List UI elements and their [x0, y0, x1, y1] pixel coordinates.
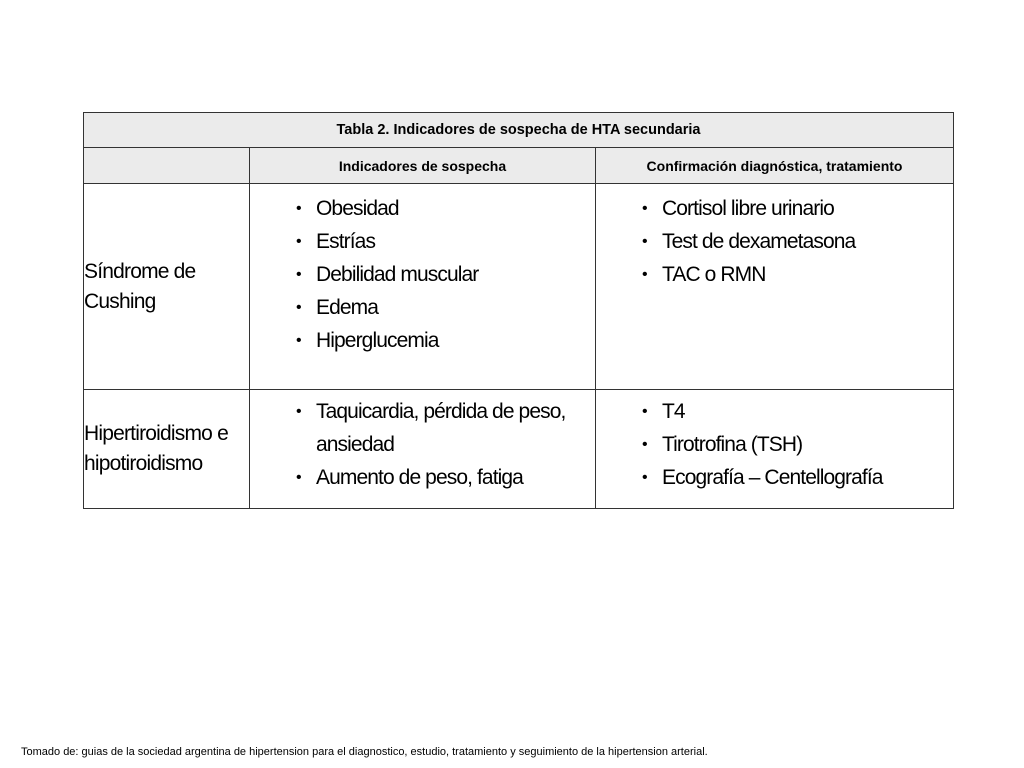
table-header-row	[84, 148, 954, 184]
row-label-tiroides	[84, 390, 250, 509]
list-item: • T4	[596, 395, 953, 428]
list-item: • Debilidad muscular	[250, 258, 595, 291]
list-item: • Hiperglucemia	[250, 324, 595, 357]
bullet-icon: •	[296, 469, 301, 486]
header-indicators: Indicadores de sospecha	[250, 148, 596, 184]
bullet-icon: •	[642, 266, 647, 283]
bullet-icon: •	[642, 436, 647, 453]
row-label-line: Cushing	[84, 289, 156, 313]
table-row	[84, 390, 954, 509]
bullet-icon: •	[296, 266, 301, 283]
confirmation-cell-cushing	[596, 184, 954, 390]
indicators-cell-tiroides	[250, 390, 596, 509]
indicators-cell-cushing	[250, 184, 596, 390]
bullet-icon: •	[296, 233, 301, 250]
bullet-icon: •	[296, 403, 301, 420]
list-item: • Estrías	[250, 225, 595, 258]
indicators-list	[250, 184, 595, 357]
source-footnote: Tomado de: guias de la sociedad argentina de hipertension para el diagnostico, estudio, tratamiento y seguimiento de la hipertension arterial.	[21, 746, 708, 758]
bullet-icon: •	[642, 469, 647, 486]
table-row	[84, 184, 954, 390]
header-confirmation: Confirmación diagnóstica, tratamiento	[596, 148, 954, 184]
row-label-line: Hipertiroidismo e	[84, 422, 228, 445]
bullet-icon: •	[296, 200, 301, 217]
bullet-icon: •	[642, 233, 647, 250]
list-item: • Cortisol libre urinario	[596, 192, 953, 225]
list-item: • Ecografía – Centellografía	[596, 461, 953, 494]
list-item: • Aumento de peso, fatiga	[250, 461, 595, 494]
bullet-icon: •	[296, 332, 301, 349]
indicators-list	[250, 390, 595, 494]
row-label-cushing	[84, 184, 250, 390]
list-item: • Tirotrofina (TSH)	[596, 428, 953, 461]
header-blank-cell	[84, 148, 250, 184]
confirmation-list	[596, 390, 953, 494]
row-label-line: Síndrome de	[84, 259, 196, 283]
confirmation-list	[596, 184, 953, 291]
hta-table-container	[83, 112, 953, 512]
table-title-row	[84, 113, 954, 148]
list-item: • Test de dexametasona	[596, 225, 953, 258]
row-label-line: hipotiroidismo	[84, 452, 203, 475]
confirmation-cell-tiroides	[596, 390, 954, 509]
table-title: Tabla 2. Indicadores de sospecha de HTA secundaria	[84, 113, 954, 148]
list-item: • Edema	[250, 291, 595, 324]
list-item: • TAC o RMN	[596, 258, 953, 291]
hta-secondary-table	[83, 112, 954, 509]
list-item: • Taquicardia, pérdida de peso, ansiedad	[250, 395, 595, 461]
bullet-icon: •	[642, 403, 647, 420]
bullet-icon: •	[642, 200, 647, 217]
bullet-icon: •	[296, 299, 301, 316]
list-item: • Obesidad	[250, 192, 595, 225]
